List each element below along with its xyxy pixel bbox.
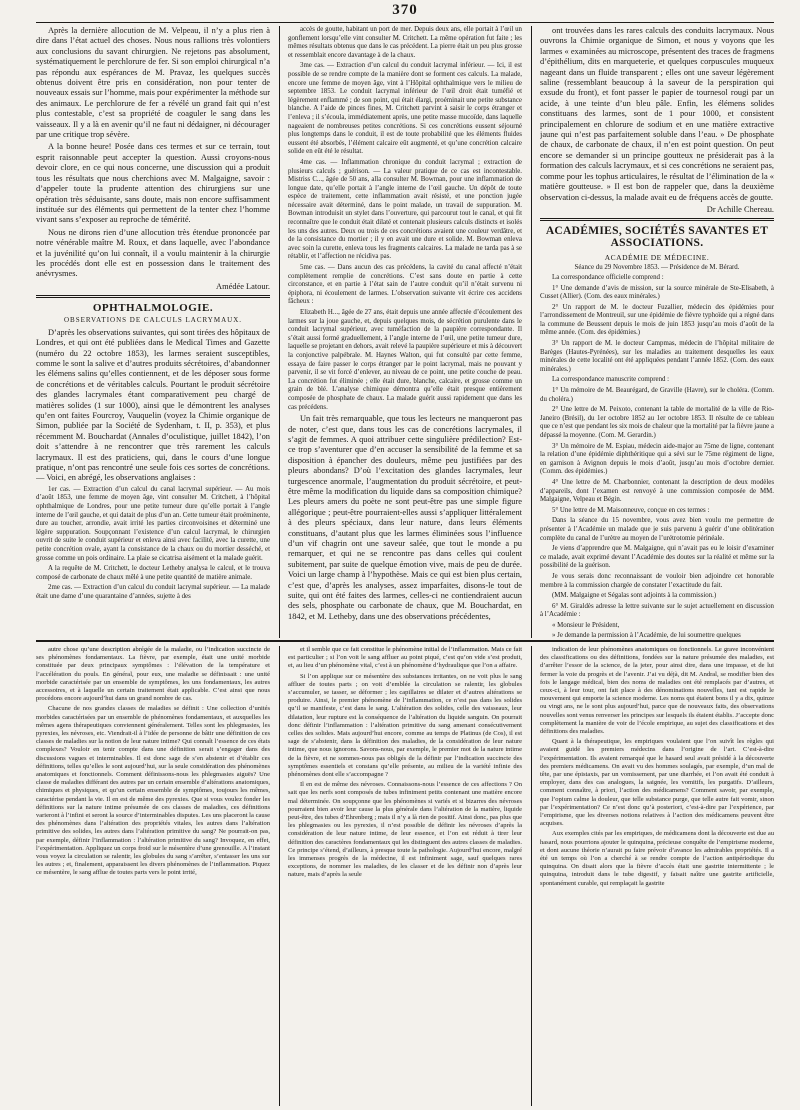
paragraph: D’après les observations suivantes, qui sont tirées des hôpitaux de Londres, et qui ont été publiées dans le Medical Times and Gazette (numéro du 22 octobre 1853), les larmes seraient susceptibles, comme le sont la salive et d’autres produits sécrétoires, d’abandonner les élémens salins qu’elles contiennent, et de les déposer sous forme de concrétions et de véritables calculs. Pourtant le produit sécrétoire des glandes lacrymales étant comparativement peu chargé de matières solides (1 sur 1000), ainsi que le démontrent les analyses qu’en ont faites Fourcroy, Vauquelin (voyez la Chimie organique de Simon, publiée par la Société de Sydenham, t. II, p. 353), et plus récemment M. Bouchardat (Annales d’oculistique, juillet 1842), l’on doit s’attendre à ne rencontrer que très rarement les calculs lacrymaux. Il est des praticiens, qui, dans le cours d’une longue pratique, n’ont pas rencontré une seule fois ces sortes de concrétions. — Voici, en abrégé, les observations anglaises : [36, 327, 270, 483]
section-divider [36, 295, 270, 298]
paragraph: 1° Une demande d’avis de mission, sur la source minérale de Ste-Elisabeth, à Cusset (Allier). (Com. des eaux minérales.) [540, 284, 774, 301]
signature: Amédée Latour. [216, 281, 270, 291]
column-rule [531, 26, 532, 638]
paragraph: 2° Une lettre de M. Peixoto, contenant la table de mortalité de la ville de Rio-Janeiro (Brésil), du 1er octobre 1852 au 1er octobre 1853. Il résulte de ce tableau que ce n’est que pendant les six mois de chaleur que la mortalité par la fièvre jaune a dépassé la moyenne. (Com. M. Gerardin.) [540, 406, 774, 439]
paragraph: (MM. Malgaigne et Ségalas sont adjoints à la commission.) [552, 592, 717, 600]
paragraph: La correspondance manuscrite comprend : [552, 376, 670, 384]
paragraph: « Monsieur le Président, [552, 621, 620, 629]
column-3 [540, 26, 774, 638]
case-paragraph: accès de goutte, habitant un port de mer. Depuis deux ans, elle portait à l’œil un gonflement lorsqu’elle vint consulter M. Critchett. La même opération fut faite ; les mêmes résultats obtenus que dans le cas précédent. La pierre était un peu plus grosse et ressemblait encore davantage à de la chaux. [288, 26, 522, 59]
session-line: Séance du 29 Novembre 1853. — Présidence de M. Bérard. [574, 263, 740, 271]
paragraph: 5° Une lettre de M. Maisonneuve, conçue en ces termes : [552, 506, 710, 514]
case-paragraph: 4me cas. — Inflammation chronique du conduit lacrymal ; extraction de plusieurs calculs ; guérison. — La valeur pratique de ce cas est incontestable. Mistriss C..., âgée de 50 ans, alla consulter M. Bowman, pour une inflammation de longue date, qu’elle portait à l’angle interne de l’œil gauche. Un dépôt de toute espèce de traitement, cette inflammation avait résisté, et une ponction jugée nécessaire avait déterminé, dans le point malade, un travail de suppuration. M. Bowman introduisit un stylet dans l’ouverture, qui parcourut tout le canal, et qui fit reconnaître que le conduit était dilaté et contenait plusieurs calculs distincts et isolés les uns des autres. Deux ou trois de ces concrétions avaient une couleur verdâtre, et de la consistance du mortier ; il y en avait une dure et solide. M. Bowman enleva avec soin la curette, enleva tous les fragments calcaires. La malade ne tarda pas à se rétablir, et l’affection ne récidiva pas. [288, 158, 522, 261]
paragraph: Nous ne dirons rien d’une allocution très étendue prononcée par notre vénérable maître M. Roux, et dans laquelle, avec l’abondance et la juvénilité qu’on lui connaît, il a voulu maintenir à la chirurgie les procédés dont elle est en possession dans le traitement des anévrysmes. [36, 227, 270, 279]
column-rule [279, 26, 280, 638]
section-title: OPHTHALMOLOGIE. [92, 301, 214, 314]
case-paragraph: A la requête de M. Critchett, le docteur Letheby analysa le calcul, et le trouva composé de carbonate de chaux mêlé à une petite quantité de matière animale. [36, 565, 270, 581]
paragraph: Chacune de nos grandes classes de maladies se définit : Une collection d’unités morbides caractérisées par un ensemble de phénomènes fondamentaux, et auxquelles les mêmes agens thérapeutiques conviennent généralement. Telles sont les phlegmasies, les pyrexies, les névroses, etc. Viendrait-il à l’idée de personne de bâtir une définition de ces classes de maladies sur la notion de leur nature intime? Qui connaît l’essence de ces états complexes? Vouloir en tenir compte dans une définition serait s’engager dans des discussions vagues et interminables. Il est donc sage de s’en abstenir et d’établir ces définitions, telles qu’elles le sont aujourd’hui, sur la seule considération des phénomènes anatomiques et fonctionnels. Comment définissons-nous les phlegmasies aiguës? Une classe de maladies différant des autres par un certain ensemble d’altérations anatomiques, chimiques et physiques, et qu’un certain ensemble de symptômes, toujours les mêmes, caractérise pendant la vie. Il en est de même des pyrexies. Que si vous voulez fonder les définitions sur la nature intime présumée de ces classes de maladies, ces définitions varieront à l’infini et seront la source d’interminables disputes. Les uns placeront la cause des phénomènes dans l’altération des propriétés vitales, les autres dans l’altération primitive des solides, les autres dans l’altération primitive du sang? Ne pourrait-on pas, par exemple, définir l’inflammation : l’altération primitive du sang? Invoquez, en effet, l’expérimentation. Appliquez un corps froid sur le mésentère d’une grenouille. A l’instant vous voyez la circulation se ralentir, les globules du sang s’arrêter, s’entasser les uns sur les autres ; et, finalement, apparaissent les divers phénomènes de l’inflammation. Piquez ce mésentère, le sang afflue de toutes parts vers le point irrité, [36, 705, 270, 877]
paragraph: 4° Une lettre de M. Charbonnier, contenant la description de deux modèles d’appareils, dont l’examen est renvoyé à une commission composée de MM. Malgaigne, Velpeau et Bégin. [540, 478, 774, 504]
paragraph: Un fait très remarquable, que tous les lecteurs ne manqueront pas de noter, c’est que, dans tous les cas de concrétions lacrymales, il s’agit de femmes. A quoi attribuer cette singulière prédilection? Est-ce trop s’aventurer que d’en accuser la sensibilité de la femme et sa disposition à épancher des douleurs, même peu justifiées par des pleurs abondans? D’où l’excitation des glandes lacrymales, leur turgescence anormale, l’augmentation du produit sécrétoire, et peut-être même la modification du liquide dans sa composition chimique? Les pleurs amers du poète ne sont peut-être pas une simple figure allégorique ; peut-être pourraient-elles aussi s’appliquer littéralement à des pleurs spéciaux, dans leur nature, dans leurs éléments constituans, d’autant plus que les larmes éliminées sous l’influence d’un vif chagrin ont une saveur salée, que tout le monde a pu remarquer, et qui ne se rencontre pas dans celles qui coulent subitement, par suite de quelque émotion vive, mais de peu de durée. Voici un large champ à l’hypothèse. Mais ce qui est bien plus certain, c’est que, d’après les analyses, assez imparfaites, disons-le tout de suite, qui ont été faites des larmes, celles-ci ne contiendraient aucun des sels, phosphate ou carbonate de chaux, que M. Bouchardat, en 1842, et M. Letheby, dans une des observations précédentes, [288, 414, 522, 621]
paragraph: ont trouvées dans les rares calculs des conduits lacrymaux. Nous ouvrons la Chimie organique de Simon, et nous y voyons que les larmes « examinées au microscope, présentent des traces de fragmens d’épithélium, dits en marqueterie, et quelques corpuscules muqueux nageant dans un fluide transparent ; elles ont une saveur légèrement saline (ressemblant beaucoup à la saveur de la perspiration qui exsude du front), et font passer le papier de tournesol rougi par un acide, à une teinte d’un bleu pâle. Enfin, les élémens solides constituans des larmes, sont de 1 pour 1000, et consistent principalement en chlorure de sodium et en une matière extractive jaune qui n’est pas parfaitement soluble dans l’eau. » De phosphate de chaux, de carbonate de chaux, il n’en est point question. On peut encore se demander si un principe goutteux ne présiderait pas à la formation des calculs lacrymaux, et si ces concrétions ne seraient pas, comme pour les tophus articulaires, le résultat de l’élimination de la « matière goutteuse. » Il est bon de rappeler que, dans la deuxième observation ci-dessus, la malade avait eu de fréquens accès de goutte. [540, 26, 774, 202]
paragraph: 3° Un rapport de M. le docteur Campmas, médecin de l’hôpital militaire de Barèges (Hautes-Pyrénées), sur les maladies au traitement desquelles les eaux minérales de cette localité ont été appliquées pendant l’année 1852. (Com. des eaux minérales.) [540, 340, 774, 373]
section-title: ACADÉMIES, SOCIÉTÉS SAVANTES ET ASSOCIATIONS. [545, 224, 769, 249]
bottom-column-2 [288, 646, 522, 1106]
section-divider [540, 218, 774, 221]
bottom-column-1 [36, 646, 270, 1106]
column-1 [36, 26, 270, 638]
paragraph: et il semble que ce fait constitue le phénomène initial de l’inflammation. Mais ce fait est particulier ; si l’on voit le sang affluer au point piqué, c’est qu’on vide s’est produit, et, au lieu d’un phénomène vital, c’est à un phénomène d’hydraulique que l’on a affaire. [288, 646, 522, 670]
paragraph: 3° Un mémoire de M. Espiau, médecin aide-major au 75me de ligne, contenant la relation d’une épidémie diphthéritique qui a sévi sur le 75me régiment de ligne, en garnison à Avignon depuis le mois d’août, jusqu’au mois d’octobre dernier. (Comm. des épidémies.) [540, 442, 774, 476]
case-paragraph: Elizabeth H..., âgée de 27 ans, était depuis une année affectée d’écoulement des larmes sur la joue gauche, et, depuis quelques mois, de sécrétion purulente dans le conduit lacrymal supérieur, avec tuméfaction de la paupière correspondante. Il s’était aussi formé graduellement, à l’angle interne de l’œil, une petite tumeur dure, laquelle se projetant en dehors, avait relevé la paupière supérieure et mis à découvert la conjonctive palpébrale. M. Haynes Walton, qui fut consulté par cette femme, essaya de faire passer le corps étranger par le point lacrymal, mais ne pouvant y parvenir, il se vit forcé d’enlever, au niveau de ce point, une petite couche de peau. La concrétion fut éliminée ; elle était dure, blanche, calcaire, et grosse comme un grain de blé. L’analyse chimique démontra qu’elle était presque entièrement composée de phosphate de chaux. La malade guérit aussi rapidement que dans les cas précédens. [288, 309, 522, 411]
paragraph: A la bonne heure! Posée dans ces termes et sur ce terrain, tout esprit raisonnable peut accepter la question. Aussi croyons-nous devoir clore, en ce qui nous concerne, une discussion qui a produit tous les résultats que nous cherchions avec M. Malgaigne, savoir : d’appeler toute la prudente attention des chirurgiens sur une opération très séduisante, sans doute, mais non encore suffisamment instituée sur des éléments qui permettent de la tenter chez l’homme vivant sans s’exposer au reproche de témérité. [36, 142, 270, 225]
paragraph: Je viens d’apprendre que M. Malgaigne, qui n’avait pas eu le loisir d’examiner ce malade, avait exprimé devant l’Académie des doutes sur la réalité et même sur la possibilité de la guérison. [540, 545, 774, 570]
column-2 [288, 26, 522, 638]
header-rule [36, 22, 774, 23]
section-subtitle: OBSERVATIONS DE CALCULS LACRYMAUX. [64, 315, 242, 324]
paragraph: Quant à la thérapeutique, les empiriques voulaient que l’on suivît les règles qui avaient guidé les premiers médecins dans l’origine de l’art. C’est-à-dire l’expérimentation. Ils avaient remarqué que le hasard seul avait présidé à la découverte des premiers médicamens. On avait vu des hommes soulagés, par exemple, d’un mal de tête, par une épistaxis, par un vomissement, par une diarrhée, et l’on avait été conduit à employer, dans des cas analogues, la saignée, les vomitifs, les purgatifs. D’ailleurs, comment connaître, à priori, l’action des médicamens? Comment savoir, par exemple, que l’opium calme la douleur, que telle substance purge, que telle autre fait vomir, sinon par l’expérimentation? Ce n’est donc qu’à posteriori, c’est-à-dire par l’expérience, par l’empirisme, que les diverses notions relatives à l’action des médicamens peuvent être acquises. [540, 738, 774, 828]
paragraph: La correspondance officielle comprend : [552, 273, 664, 281]
paragraph: Si l’on applique sur ce mésentère des substances irritantes, on ne voit plus le sang affluer de toutes parts ; on voit d’emblée la circulation se ralentir, les globules s’accumuler, se tasser, se déformer ; les capillaires se dilater et d’autres altérations se produire. Ainsi, le premier phénomène de l’inflammation, ce n’est pas dans les solides qu’il se manifeste, c’est dans le sang. L’altération des solides, celle des vaisseaux, leur dilatation, leur rupture est la conséquence de l’altération du liquide sanguin. On pourrait donc définir l’inflammation : l’altération primitive du sang amenant consécutivement celles des solides. Mais aujourd’hui encore, comme au temps de Platinus (de Cos), il est sage de s’abstenir, dans la définition des maladies, de la considération de leur nature intime, que nous ignorons. Savons-nous, par exemple, le premier mot de la nature intime de la fièvre, et ne sommes-nous pas obligés de la définir par l’indication succincte des symptômes essentiels et constans qu’elle présente, au milieu de la variété infinie des phénomènes dont elle s’accompagne ? [288, 672, 522, 779]
paragraph: Aux exemples cités par les empiriques, de médicamens dont la découverte est due au hasard, nous pourrions ajouter le quinquina, précieuse conquête de l’empirisme moderne, et dont aucune théorie n’aurait pu faire prévoir d’avance les admirables propriétés. Il a été un temps où l’on a cherché à se rendre compte de l’action antipériodique du quinquina. On disait alors que la fièvre d’accès était une gastrite intermittente ; le quinquina, introduit dans le tube digestif, y faisait naître une gastrite artificielle, spontanément curable, qui remplaçait la gastrite [540, 830, 774, 887]
bottom-column-3 [540, 646, 774, 1106]
paragraph: autre chose qu’une description abrégée de la maladie, ou l’indication succincte de ses phénomènes fondamentaux. La fièvre, par exemple, était une unité morbide constituée par deux principaux symptômes : l’élévation de la température et l’accélération du pouls. En général, pour eux, une maladie se définissait : une unité morbide caractérisée par un ensemble de symptômes, les uns fondamentaux, les autres accessoires, et à laquelle un certain traitement était applicable. C’est ainsi que nous procédons encore aujourd’hui dans un grand nombre de cas. [36, 646, 270, 703]
column-rule [531, 646, 532, 1106]
section-subtitle: ACADÉMIE DE MÉDECINE. [604, 252, 710, 262]
paragraph: Il en est de même des névroses. Connaissons-nous l’essence de ces affections ? On sait que les nerfs sont composés de tubes infiniment petits contenant une matière encore mal déterminée. On soupçonne que les phénomènes si variés et si bizarres des névroses pourraient bien avoir leur cause la plus générale dans l’altération de la matière, liquide peut-être, des tubes d’Ehrenberg ; mais il n’y a là rien de positif. Ainsi donc, pas plus que les phlegmasies ou les pyrexies, il n’est possible de définir les névroses d’après la considération de leur nature intime, de leur essence, et l’on est réduit à tirer leur définition des caractères fondamentaux qui les distinguent des autres classes de maladies. Ce principe s’étend, d’ailleurs, à presque toute la pathologie. Aujourd’hui encore, malgré les immenses progrès de la médecine, il est infiniment sage, sauf quelques rares exceptions, de nommer les maladies, de les classer et de les définir non d’après leur nature, mais d’après la seule [288, 781, 522, 879]
paragraph: 2° Un rapport de M. le docteur Fuzallier, médecin des épidémies pour l’arrondissement de Montreuil, sur une épidémie de fièvre typhoïde qui a régné dans la commune de Beussent depuis le mois de juin 1853 jusqu’au mois d’août de la même année. (Com. des épidémies.) [540, 303, 774, 337]
paragraph: Je vous serais donc reconnaissant de vouloir bien adjoindre cet honorable membre à la commission chargée de constater l’exactitude du fait. [540, 572, 774, 589]
paragraph: indication de leur phénomènes anatomiques ou fonctionnels. Le grave inconvénient des classifications ou des définitions, fondées sur la nature présumée des maladies, est d’arrêter l’essor de la science, de la jeter, pour ainsi dire, dans une impasse, et de lui fermer la voie du progrès et de l’avenir. J’ai vu déjà, dit M. Andral, se modifier bien des fois le langage médical, bien des noms de maladies ont été remplacés par d’autres, et ceux-ci, à leur tour, ont fait place à des dénominations nouvelles, tant est rapide le mouvement qui emporte la science moderne. Les noms qui étaient bons il y a dix, quinze ou vingt ans, ne le sont plus aujourd’hui, parce que de nouveaux faits, des observations nouvelles sont venus renverser les principes sur lesquels ils étaient établis. J’accepte donc complètement la manière de voir de l’école empirique, au sujet des classifications et des définitions des maladies. [540, 646, 774, 736]
paragraph: Après la dernière allocution de M. Velpeau, il n’y a plus rien à dire dans l’état actuel des choses. Nous nous rallions très volontiers aux conclusions du savant chirurgien. Ne rejetons pas absolument, systématiquement le perchlorure de fer. Si son emploi chirurgical n’a pas répondu aux espérances de M. Pravaz, les quelques succès obtenus doivent être pris en considération, non pour tenter de nouveaux essais sur l’homme, mais pour expérimenter la méthode sur des animaux. Le perchlorure de fer a révélé un grand fait qui n’est plus contestable, c’est sa propriété de coaguler le sang dans les vaisseaux. Il y a là en avenir qu’il ne faut ni dédaigner, ni décourager par une critique trop sévère. [36, 26, 270, 140]
paragraph: Dans la séance du 15 novembre, vous avez bien voulu me permettre de présenter à l’Académie un malade que je suis parvenu à guérir d’une oblitération complète du canal de l’urètre au moyen de l’urétrotomie périnéale. [540, 517, 774, 542]
case-paragraph: 2me cas. — Extraction d’un calcul du conduit lacrymal supérieur. — La malade était une dame d’une quarantaine d’années, sujette à des [36, 584, 270, 600]
case-paragraph: 5me cas. — Dans aucun des cas précédens, la cavité du canal affecté n’était complètement remplie de concrétions. C’est sans doute en partie à cette circonstance, et en partie à l’état sain de l’autre conduit qu’il n’était survenu ni épiphora, ni écoulement de larmes. L’observation suivante vit écrire ces accidens fâcheux : [288, 264, 522, 306]
paragraph: » Je demande la permission à l’Académie, de lui soumettre quelques [552, 632, 741, 638]
newspaper-page [36, 0, 774, 1110]
paragraph: 6° M. Giraldès adresse la lettre suivante sur le sujet actuellement en discussion à l’Académie : [540, 602, 774, 619]
column-rule [279, 646, 280, 1106]
feuilleton-rule [36, 640, 774, 642]
paragraph: 1° Un mémoire de M. Beaurégard, de Graville (Havre), sur le choléra. (Comm. du choléra.) [540, 387, 774, 403]
case-paragraph: 3me cas. — Extraction d’un calcul du conduit lacrymal inférieur. — Ici, il est possible de se rendre compte de la manière dont se forment ces calculs. La malade, encore une femme de moyen âge, vint à l’Hôpital ophthalmique vers le milieu de septembre 1853. Le conduit lacrymal inférieur de l’œil droit était tuméfié et légèrement enflammé ; de son point, qui était élargi, proéminait une petite substance blanche. A l’aide de pinces fines, M. Critchett parvint à saisir le corps étranger et l’enleva ; il s’écoula, immédiatement après, une petite masse mucoïde, dans laquelle nageaient de nombreuses petites concrétions. Si ces concrétions eussent séjourné plus longtemps dans le conduit, il est de toute probabilité que les éléments fluides eussent été absorbés, l’élément calcaire eût augmenté, et qu’une concrétion calcaire solide en eût été le résultat. [288, 62, 522, 156]
page-number: 370 [392, 2, 418, 18]
case-paragraph: 1er cas. — Extraction d’un calcul du canal lacrymal supérieur. — Au mois d’août 1853, une femme de moyen âge, vint consulter M. Critchett, à l’hôpital ophthalmique de Londres, pour une petite tumeur dure qu’elle portait à l’angle interne de l’œil gauche, et qui datait de plus d’un an. Cette tumeur était proéminente, dure au toucher, arrondie, avait irrité les parties circonvoisines et déterminé une légère suppuration. Soupçonnant l’existence d’un calcul lacrymal, le chirurgien ouvrit de suite le conduit supérieur et enleva ainsi avec facilité, avec la curette, une petite concrétion ovale, ayant la consistance de la chaux ou du mortier desséché, et grosse comme un pois ordinaire. La plaie se cicatrisa aisément et la malade guérit. [36, 485, 270, 562]
signature: Dr Achille Chereau. [706, 204, 774, 214]
